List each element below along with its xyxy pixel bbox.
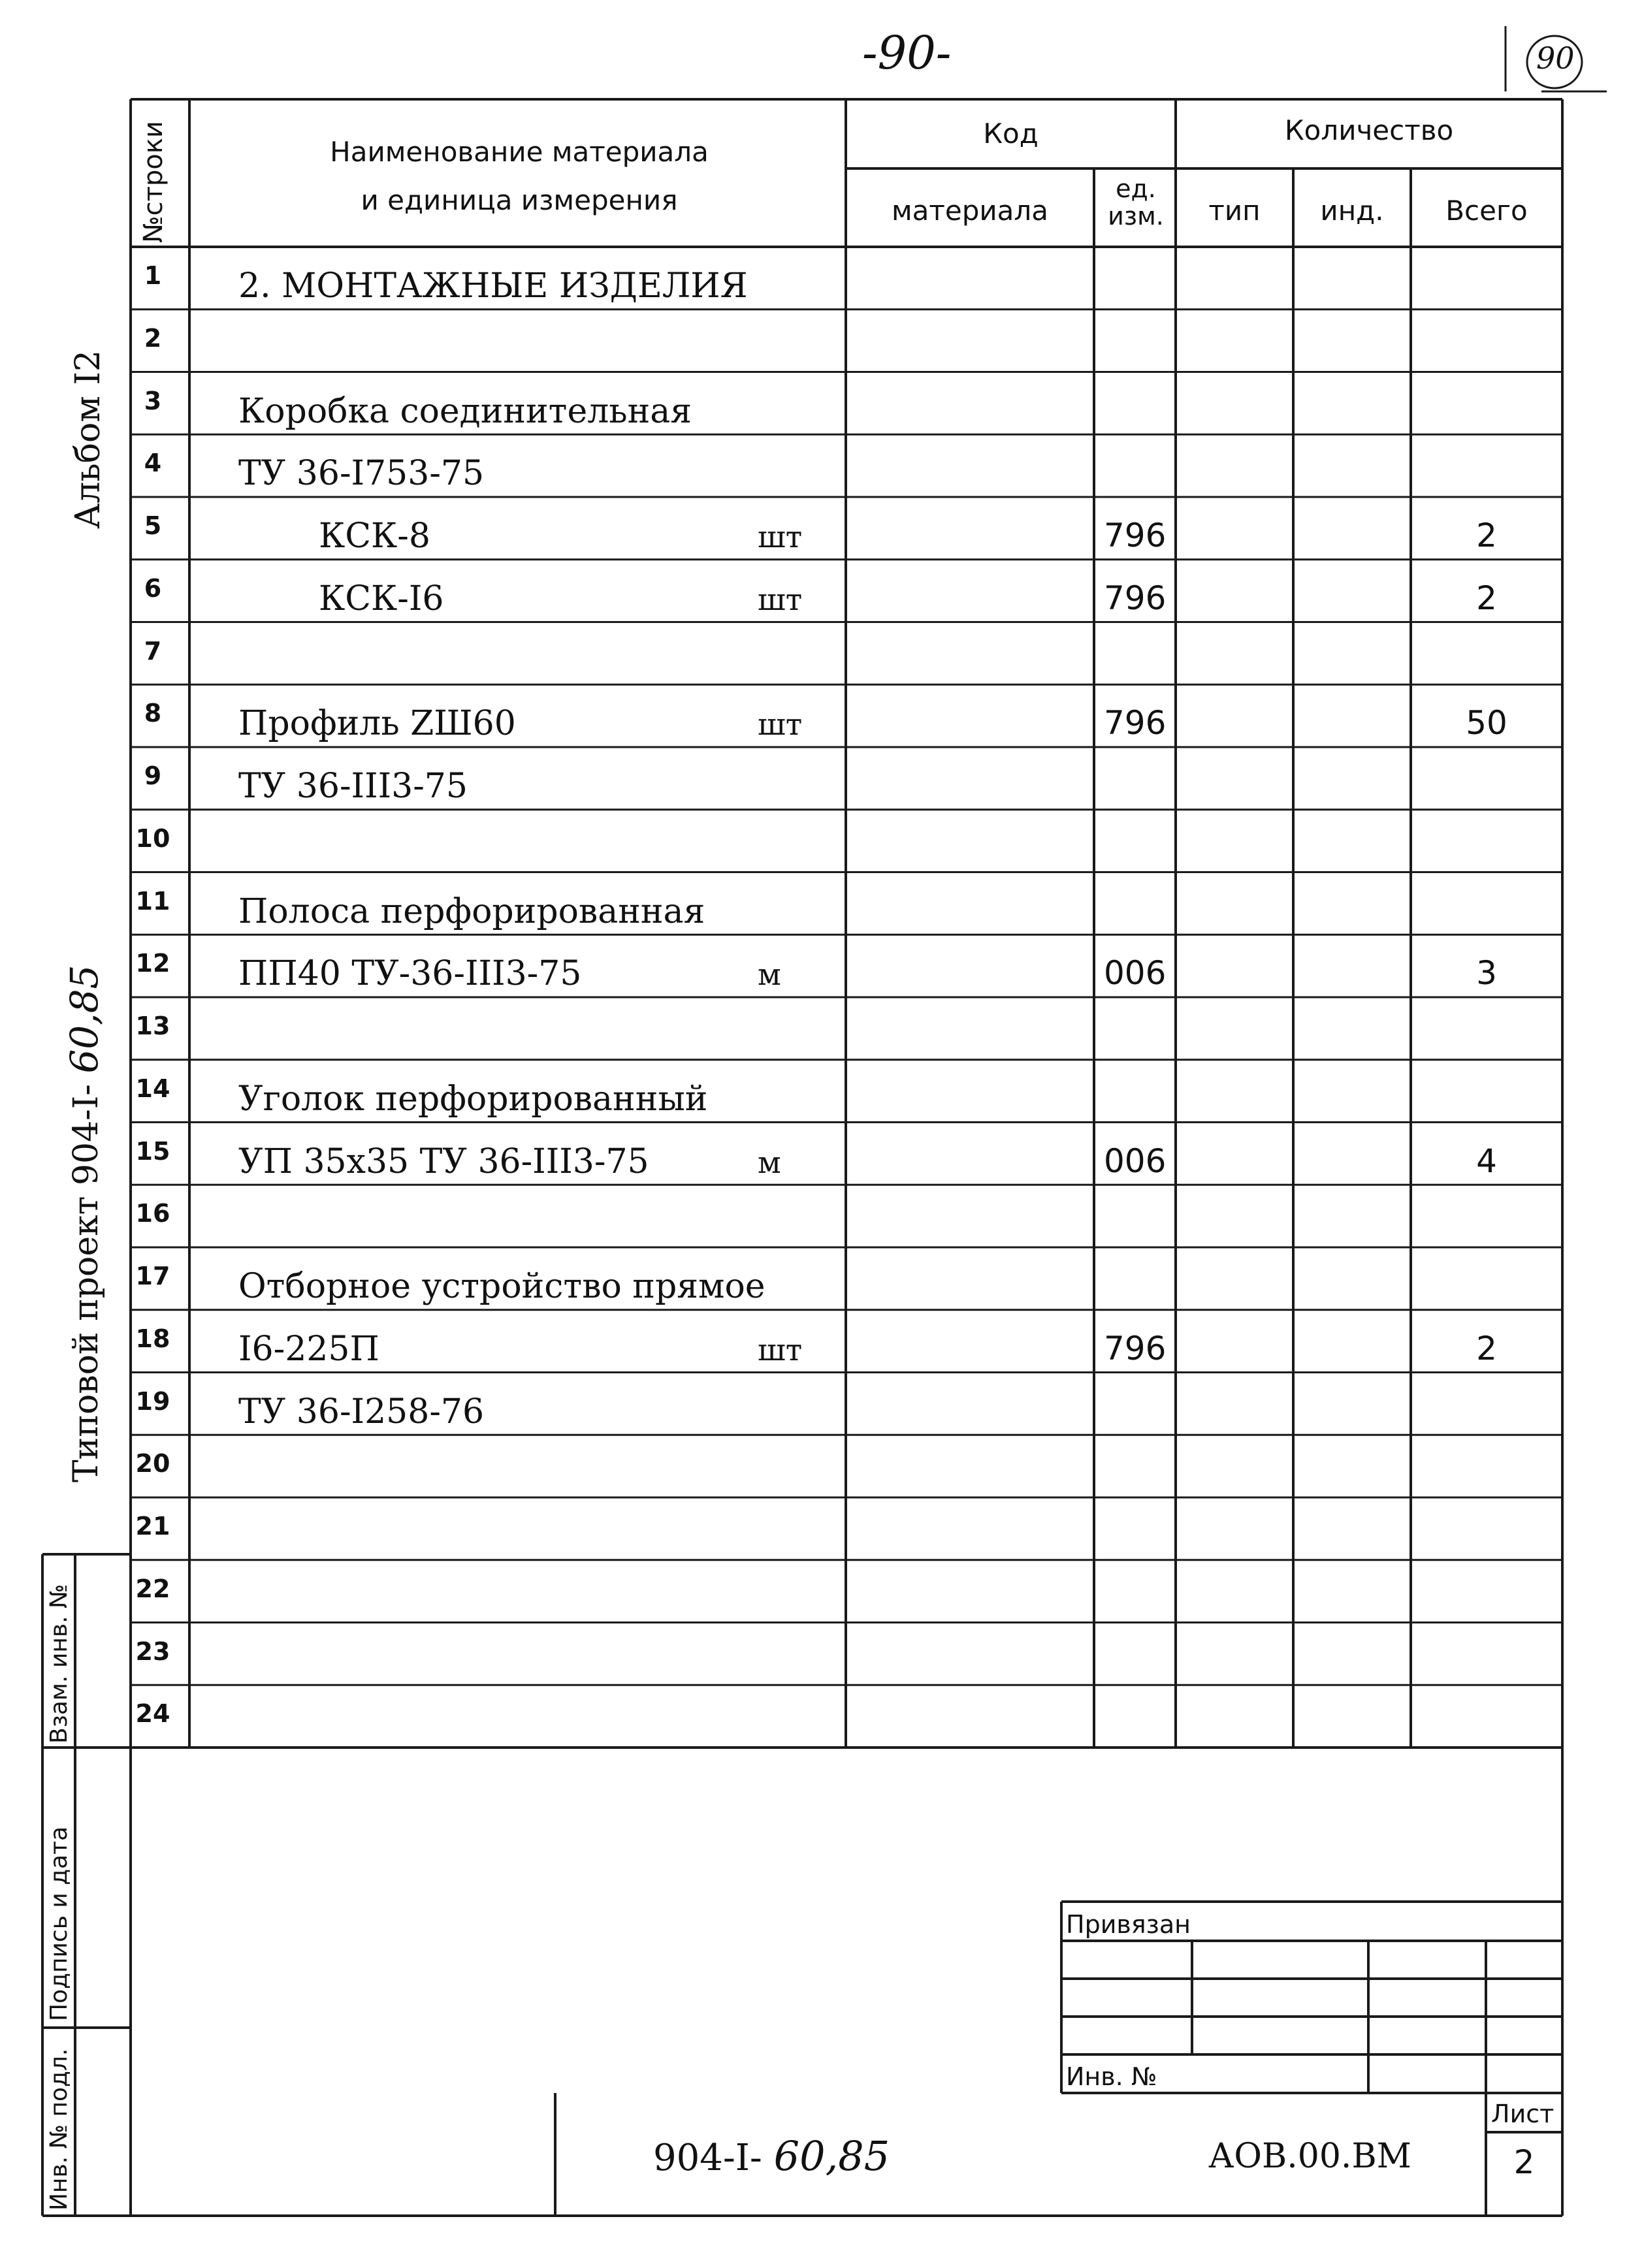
sheet-number: 2: [1513, 2143, 1535, 2181]
page-number-circled: 90: [1536, 40, 1575, 76]
row-number: 22: [135, 1574, 170, 1603]
row-number: 13: [135, 1012, 170, 1040]
unit-of-measure: шт: [758, 707, 803, 743]
doc-designation: АОВ.00.ВМ: [1208, 2137, 1411, 2176]
page-number-top: -90-: [862, 26, 952, 80]
material-name: Коробка соединительная: [238, 391, 692, 431]
row-number: 6: [144, 573, 162, 603]
row-number: 20: [135, 1449, 170, 1478]
document-code-suffix: 60,85: [773, 2132, 890, 2180]
quantity-header: Количество: [1284, 114, 1454, 146]
row-number: 14: [135, 1074, 170, 1103]
row-number: 16: [135, 1199, 170, 1228]
material-name: I6-225П: [238, 1329, 379, 1369]
material-name: Отборное устройство прямое: [238, 1267, 765, 1306]
row-number: 12: [135, 949, 170, 978]
row-number: 11: [135, 886, 170, 916]
material-name: УП 35х35 ТУ 36-III3-75: [238, 1142, 649, 1181]
row-number: 2: [144, 323, 162, 353]
total-quantity: 50: [1466, 704, 1507, 743]
name-header-line1: Наименование материала: [330, 136, 709, 168]
name-header-line2: и единица измерения: [361, 184, 678, 216]
unit-code: 796: [1104, 704, 1167, 743]
unit-code: 796: [1104, 579, 1167, 617]
row-number-header: №строки: [138, 121, 169, 243]
unit-of-measure: шт: [758, 1332, 803, 1367]
unit-of-measure: м: [758, 1144, 781, 1180]
document-code-prefix: 904-I-: [653, 2137, 762, 2179]
inv-no-label: Инв. №: [1066, 2062, 1157, 2091]
row-number: 10: [135, 823, 170, 853]
row-number: 21: [135, 1512, 170, 1541]
material-name: Уголок перфорированный: [238, 1079, 708, 1119]
row-number: 1: [144, 261, 162, 290]
total-quantity: 2: [1476, 1329, 1497, 1367]
material-name: 2. МОНТАЖНЫЕ ИЗДЕЛИЯ: [238, 266, 748, 306]
document-code: [653, 2132, 890, 2180]
row-number: 5: [144, 511, 162, 540]
material-name: ТУ 36-I258-76: [238, 1392, 485, 1431]
row-number: 9: [144, 761, 162, 790]
row-number: 18: [135, 1324, 170, 1353]
total-quantity: 3: [1476, 954, 1497, 993]
unit-of-measure: шт: [758, 581, 803, 617]
unit-of-measure: шт: [758, 519, 803, 554]
unit-code: 006: [1104, 1142, 1167, 1180]
row-number: 19: [135, 1386, 170, 1416]
inv-podl-label: Инв. № подл.: [46, 2048, 72, 2211]
code-header: Код: [983, 118, 1039, 150]
vzam-inv-label: Взам. инв. №: [46, 1584, 72, 1744]
total-quantity: 4: [1476, 1142, 1497, 1180]
material-name: ПП40 ТУ-36-III3-75: [238, 954, 582, 994]
total-quantity: 2: [1476, 517, 1497, 554]
unit-code: 796: [1104, 517, 1167, 554]
row-number: 4: [144, 449, 162, 478]
row-number: 3: [144, 386, 162, 415]
privyazan-label: Привязан: [1066, 1910, 1191, 1939]
material-name: Полоса перфорированная: [238, 891, 705, 931]
ind-header: инд.: [1320, 195, 1384, 227]
unit-code-header: ед. изм.: [1108, 174, 1164, 231]
row-number: 8: [144, 699, 162, 728]
project-suffix: 60,85: [62, 965, 106, 1074]
material-name: Профиль ZШ60: [238, 704, 516, 744]
sheet-label: Лист: [1491, 2100, 1555, 2128]
material-code-header: материала: [891, 195, 1048, 227]
row-number: 23: [135, 1637, 170, 1666]
album-label: Альбом I2: [69, 350, 108, 529]
type-header: тип: [1208, 195, 1261, 227]
podpis-data-label: Подпись и дата: [46, 1826, 72, 2021]
row-number: 17: [135, 1262, 170, 1290]
project-label: [62, 965, 106, 1482]
unit-code: 796: [1104, 1329, 1167, 1367]
unit-code: 006: [1104, 954, 1167, 993]
total-header: Всего: [1445, 195, 1528, 227]
material-name: КСК-I6: [319, 579, 444, 618]
material-name: ТУ 36-I753-75: [238, 454, 485, 494]
total-quantity: 2: [1476, 579, 1497, 617]
unit-of-measure: м: [758, 957, 781, 993]
row-number: 24: [135, 1699, 170, 1729]
material-name: КСК-8: [319, 517, 430, 556]
row-number: 7: [144, 636, 162, 665]
project-prefix: Типовой проект 904-I-: [67, 1084, 106, 1482]
material-name: ТУ 36-III3-75: [238, 767, 468, 806]
row-number: 15: [135, 1136, 170, 1166]
